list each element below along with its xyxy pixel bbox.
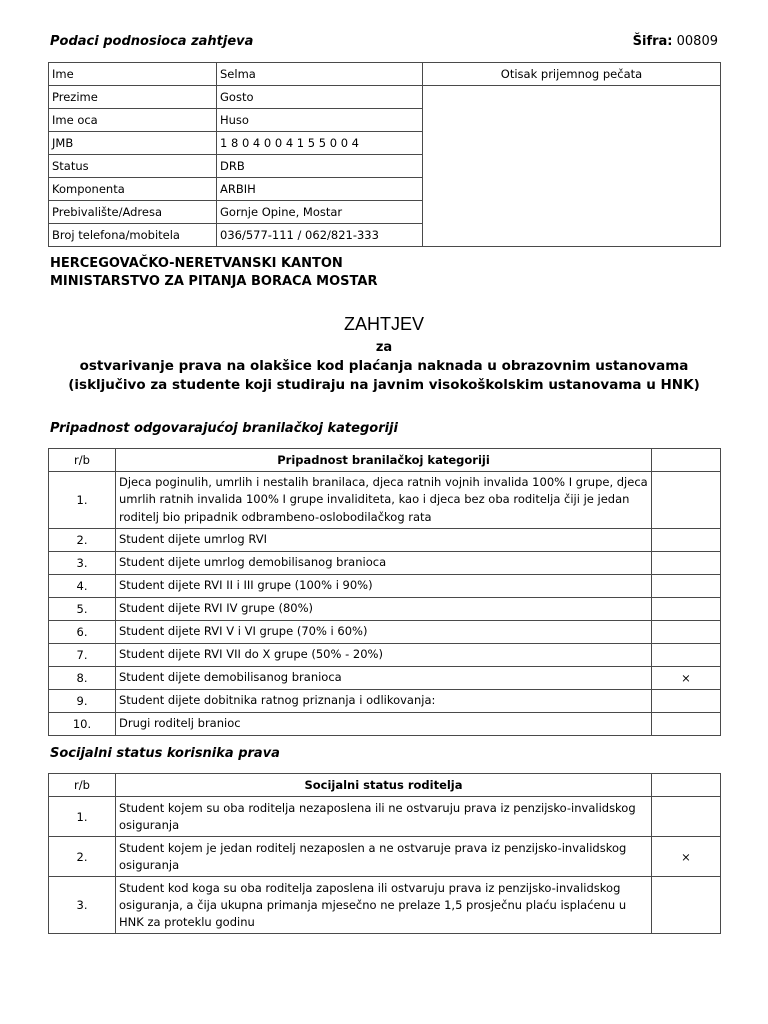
column-header-category: Pripadnost branilačkoj kategoriji — [116, 449, 652, 472]
applicant-value: Huso — [217, 109, 423, 132]
column-header-mark — [652, 774, 721, 797]
row-checkbox[interactable] — [652, 598, 721, 621]
category-row — [49, 575, 721, 598]
column-header-social-status: Socijalni status roditelja — [116, 774, 652, 797]
category-header-row — [49, 449, 721, 472]
row-number: 6. — [49, 621, 116, 644]
row-text: Student dijete RVI V i VI grupe (70% i 60%) — [116, 621, 652, 644]
row-text: Student dijete RVI VII do X grupe (50% - 20%) — [116, 644, 652, 667]
row-number: 7. — [49, 644, 116, 667]
applicant-label: Prebivalište/Adresa — [49, 201, 217, 224]
applicant-value: Selma — [217, 63, 423, 86]
applicant-label: JMB — [49, 132, 217, 155]
category-row — [49, 690, 721, 713]
row-checkbox[interactable] — [652, 552, 721, 575]
applicant-value: DRB — [217, 155, 423, 178]
row-number: 8. — [49, 667, 116, 690]
request-subtitle-1: ostvarivanje prava na olakšice kod plaćanja naknada u obrazovnim ustanovama — [79, 358, 689, 374]
category-table — [48, 448, 721, 736]
row-number: 3. — [49, 877, 116, 934]
row-checkbox[interactable]: × — [652, 837, 721, 877]
row-number: 2. — [49, 529, 116, 552]
row-number: 10. — [49, 713, 116, 736]
applicant-label: Ime — [49, 63, 217, 86]
row-number: 3. — [49, 552, 116, 575]
request-za: za — [375, 340, 393, 355]
category-row — [49, 644, 721, 667]
applicant-label: Ime oca — [49, 109, 217, 132]
social-row — [49, 877, 721, 934]
applicant-value: 036/577-111 / 062/821-333 — [217, 224, 423, 247]
category-row — [49, 667, 721, 690]
social-table — [48, 773, 721, 934]
applicant-label: Status — [49, 155, 217, 178]
row-text: Student dijete umrlog demobilisanog branioca — [116, 552, 652, 575]
row-checkbox[interactable] — [652, 621, 721, 644]
code-field — [633, 34, 718, 49]
code-label: Šifra: — [632, 34, 673, 49]
row-checkbox[interactable] — [652, 797, 721, 837]
row-checkbox[interactable] — [652, 575, 721, 598]
applicant-value: Gornje Opine, Mostar — [217, 201, 423, 224]
row-checkbox[interactable] — [652, 690, 721, 713]
category-row — [49, 621, 721, 644]
row-text: Djeca poginulih, umrlih i nestalih branilaca, djeca ratnih vojnih invalida 100% I grupe, djeca umrlih ratnih invalida 100% I grupe invaliditeta, kao i djeca bez oba roditelja čiji je jedan roditelj bio pripadnik odbrambeno-oslobodilačkog rata — [116, 472, 652, 529]
row-checkbox[interactable] — [652, 713, 721, 736]
category-row — [49, 529, 721, 552]
row-checkbox[interactable] — [652, 472, 721, 529]
applicant-table — [48, 62, 721, 247]
code-value: 00809 — [676, 34, 718, 49]
request-title: ZAHTJEV — [343, 314, 424, 334]
stamp-area — [423, 86, 721, 247]
row-number: 1. — [49, 797, 116, 837]
category-row — [49, 713, 721, 736]
row-text: Student dijete umrlog RVI — [116, 529, 652, 552]
category-row — [49, 472, 721, 529]
row-number: 5. — [49, 598, 116, 621]
institution-line-1: HERCEGOVAČKO-NERETVANSKI KANTON — [50, 256, 343, 271]
applicant-row — [49, 86, 721, 109]
category-section-title: Pripadnost odgovarajućoj branilačkoj kategoriji — [50, 421, 398, 436]
row-number: 4. — [49, 575, 116, 598]
row-number: 9. — [49, 690, 116, 713]
institution-line-2: MINISTARSTVO ZA PITANJA BORACA MOSTAR — [50, 274, 378, 289]
applicant-value: ARBIH — [217, 178, 423, 201]
row-text: Student dijete demobilisanog branioca — [116, 667, 652, 690]
column-header-rb: r/b — [49, 449, 116, 472]
row-text: Student dijete RVI II i III grupe (100% i 90%) — [116, 575, 652, 598]
social-row — [49, 797, 721, 837]
applicant-row — [49, 63, 721, 86]
stamp-label: Otisak prijemnog pečata — [423, 63, 721, 86]
applicant-value: Gosto — [217, 86, 423, 109]
column-header-mark — [652, 449, 721, 472]
row-checkbox[interactable]: × — [652, 667, 721, 690]
applicant-value: 1 8 0 4 0 0 4 1 5 5 0 0 4 — [217, 132, 423, 155]
row-number: 1. — [49, 472, 116, 529]
applicant-label: Komponenta — [49, 178, 217, 201]
social-section-title: Socijalni status korisnika prava — [50, 746, 280, 761]
column-header-rb: r/b — [49, 774, 116, 797]
row-text: Student kod koga su oba roditelja zaposlena ili ostvaruju prava iz penzijsko-invalidskog osiguranja, a čija ukupna primanja mjesečno ne prelaze 1,5 prosječnu plaću isplaćenu u HNK za proteklu godinu — [116, 877, 652, 934]
row-checkbox[interactable] — [652, 529, 721, 552]
row-text: Student dijete dobitnika ratnog priznanja i odlikovanja: — [116, 690, 652, 713]
social-row — [49, 837, 721, 877]
request-subtitle-2: (isključivo za studente koji studiraju na javnim visokoškolskim ustanovama u HNK) — [68, 377, 700, 393]
row-text: Student kojem je jedan roditelj nezaposlen a ne ostvaruje prava iz penzijsko-invalidskog osiguranja — [116, 837, 652, 877]
category-row — [49, 552, 721, 575]
applicant-label: Broj telefona/mobitela — [49, 224, 217, 247]
social-header-row — [49, 774, 721, 797]
row-text: Student kojem su oba roditelja nezaposlena ili ne ostvaruju prava iz penzijsko-invalidskog osiguranja — [116, 797, 652, 837]
row-text: Student dijete RVI IV grupe (80%) — [116, 598, 652, 621]
row-text: Drugi roditelj branioc — [116, 713, 652, 736]
row-number: 2. — [49, 837, 116, 877]
row-checkbox[interactable] — [652, 877, 721, 934]
applicant-label: Prezime — [49, 86, 217, 109]
row-checkbox[interactable] — [652, 644, 721, 667]
applicant-section-title: Podaci podnosioca zahtjeva — [50, 34, 254, 49]
category-row — [49, 598, 721, 621]
